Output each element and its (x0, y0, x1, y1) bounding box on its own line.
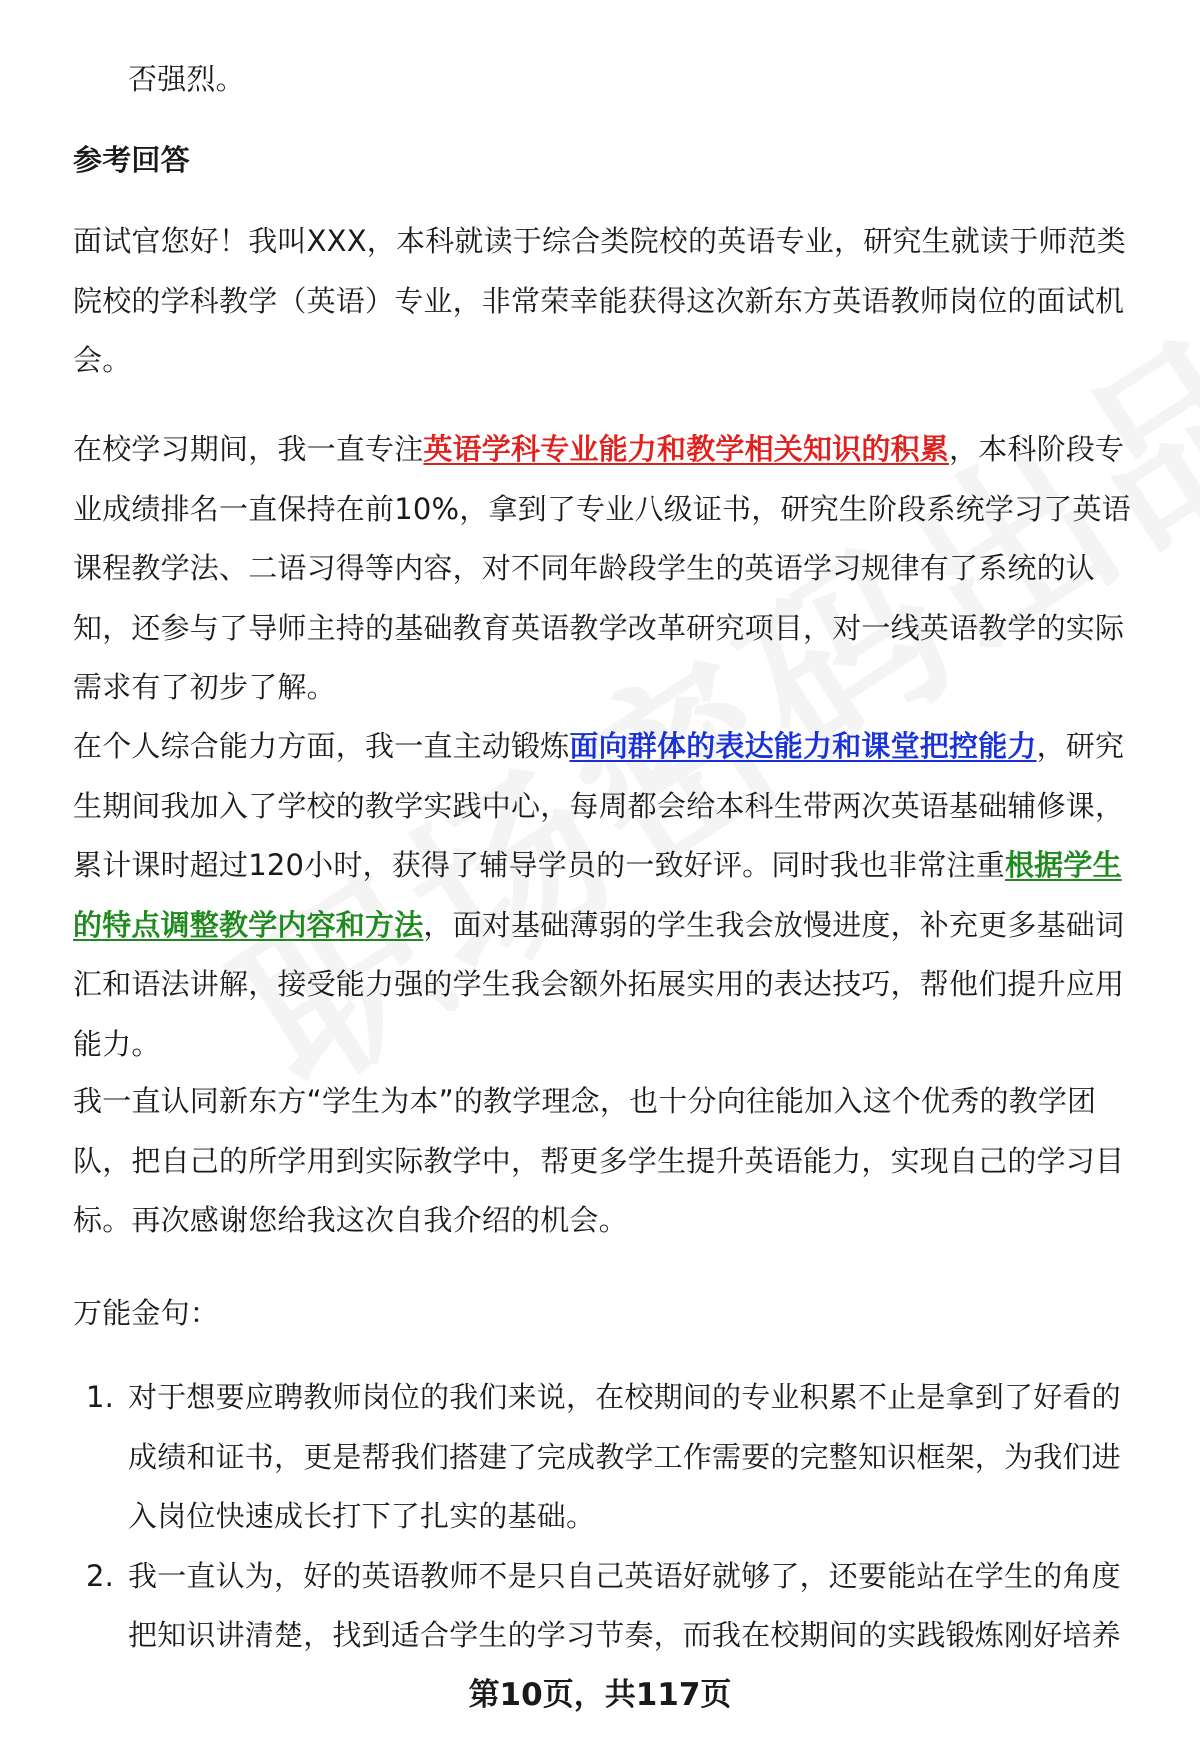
study-highlight: 英语学科专业能力和教学相关知识的积累 (423, 432, 950, 466)
ability-highlight-blue: 面向群体的表达能力和课堂把控能力 (569, 729, 1037, 763)
golden-sentences-list (73, 1368, 1143, 1666)
ability-paragraph (73, 717, 1143, 1074)
closing-paragraph: 我一直认同新东方“学生为本”的教学理念，也十分向往能加入这个优秀的教学团队，把自己的所学用到实际教学中，帮更多学生提升英语能力，实现自己的学习目标。再次感谢您给我这次自我介绍的机会。 (73, 1084, 1125, 1237)
ability-text-middle: ，研究生期间我加入了学校的教学实践中心，每周都会给本科生带两次英语基础辅修课，累计课时超过120小时，获得了辅导学员的一致好评。同时我也非常注重 (73, 729, 1125, 882)
golden-sentences-title: 万能金句： (73, 1296, 220, 1330)
study-text-after: ，本科阶段专业成绩排名一直保持在前10%，拿到了专业八级证书，研究生阶段系统学习了英语课程教学法、二语习得等内容，对不同年龄段学生的英语学习规律有了系统的认知，还参与了导师主持的基础教育英语教学改革研究项目，对一线英语教学的实际需求有了初步了解。 (73, 432, 1131, 704)
list-marker: 2. (86, 1558, 115, 1593)
list-item (73, 1547, 1143, 1666)
ability-text-before: 在个人综合能力方面，我一直主动锻炼 (73, 729, 570, 763)
list-marker: 1. (86, 1380, 115, 1414)
intro-paragraph: 面试官您好！我叫XXX，本科就读于综合类院校的英语专业，研究生就读于师范类院校的学科教学（英语）专业，非常荣幸能获得这次新东方英语教师岗位的面试机会。 (73, 224, 1127, 377)
list-item (73, 1368, 1143, 1547)
study-paragraph (73, 420, 1143, 718)
page-footer: 第10页，共117页 (468, 1677, 732, 1713)
study-text-before: 在校学习期间，我一直专注 (73, 432, 424, 466)
list-item-text: 对于想要应聘教师岗位的我们来说，在校期间的专业积累不止是拿到了好看的成绩和证书，更是帮我们搭建了完成教学工作需要的完整知识框架，为我们进入岗位快速成长打下了扎实的基础。 (128, 1380, 1121, 1533)
section-heading: 参考回答 (73, 143, 190, 177)
ability-highlight-green: 根据学生的特点调整教学内容和方法 (73, 848, 1122, 942)
ability-text-after: ，面对基础薄弱的学生我会放慢进度，补充更多基础词汇和语法讲解，接受能力强的学生我会额外拓展实用的表达技巧，帮他们提升应用能力。 (73, 907, 1125, 1061)
list-item-text: 我一直认为，好的英语教师不是只自己英语好就够了，还要能站在学生的角度把知识讲清楚，找到适合学生的学习节奏，而我在校期间的实践锻炼刚好培养 (128, 1558, 1121, 1652)
continuation-text: 否强烈。 (128, 62, 245, 96)
